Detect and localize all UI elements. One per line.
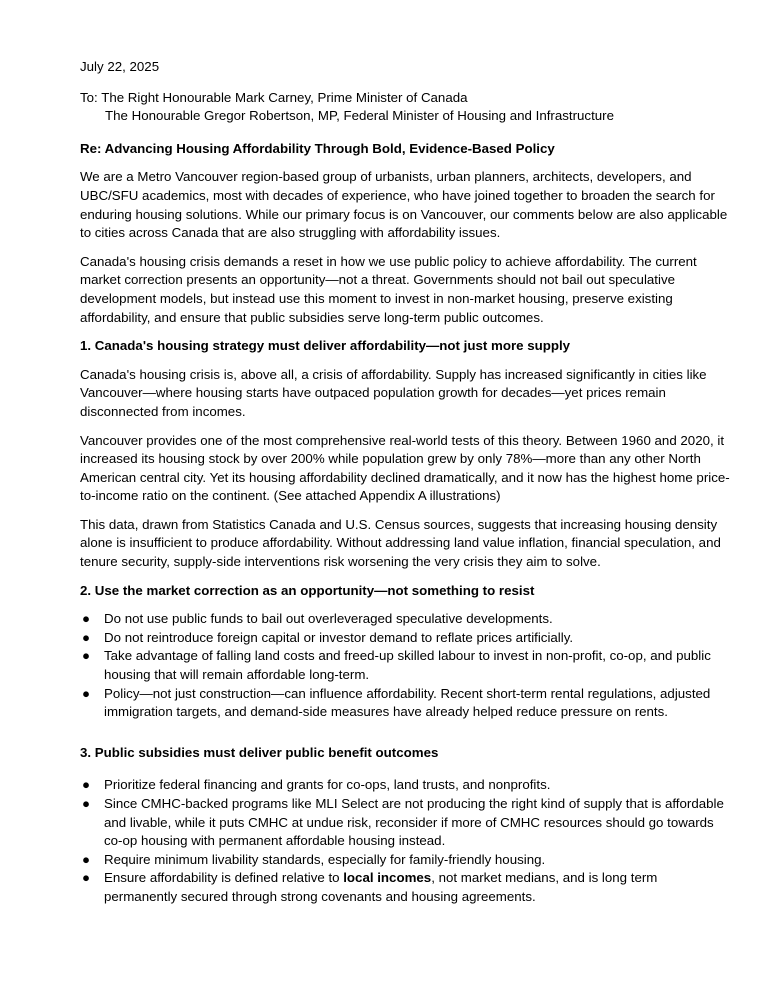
- list-item: [80, 629, 730, 648]
- letter-date: July 22, 2025: [80, 59, 160, 74]
- bullet-icon: ●: [82, 629, 91, 645]
- bullet-icon: ●: [82, 611, 91, 627]
- list-item: [80, 851, 730, 870]
- bullet-icon: ●: [82, 685, 91, 701]
- list-item-text: Since CMHC-backed programs like MLI Select are not producing the right kind of supply that is affordable and livable, while it puts CMHC at undue risk, reconsider if more of CMHC resources should go towards co-op housing with permanent affordable housing instead.: [104, 796, 724, 849]
- bullet-icon: ●: [82, 777, 91, 793]
- subject-line: Re: Advancing Housing Affordability Through Bold, Evidence-Based Policy: [80, 140, 555, 156]
- list-item-text: Do not reintroduce foreign capital or investor demand to reflate prices artificially.: [104, 629, 574, 645]
- to-prefix: To:: [80, 89, 102, 105]
- list-item-text: Prioritize federal financing and grants for co-ops, land trusts, and nonprofits.: [104, 777, 551, 793]
- list-item: [80, 685, 730, 722]
- bullet-icon: ●: [82, 851, 91, 867]
- list-item-text-after: , not market medians, and is long term permanently secured through strong covenants and housing agreements.: [104, 870, 658, 904]
- section-1-paragraph-2: Vancouver provides one of the most comprehensive real-world tests of this theory. Between 1960 and 2020, it increased its housing stock by over 200% while population grew by only 78%—more than any other North American central city. Yet its housing affordability declined dramatically, and it now has the highest home price-to-income ratio on the continent. (See attached Appendix A illustrations): [80, 432, 730, 504]
- section-3-list: [80, 776, 730, 906]
- list-item: [80, 647, 730, 684]
- section-2-list: [80, 610, 730, 722]
- list-item: [80, 795, 730, 851]
- list-item-text: [104, 870, 657, 904]
- list-item: [80, 610, 730, 629]
- section-1-heading: 1. Canada's housing strategy must deliver affordability—not just more supply: [80, 338, 571, 354]
- intro-paragraph-2: Canada's housing crisis demands a reset in how we use public policy to achieve affordability. The current market correction presents an opportunity—not a threat. Governments should not bail out speculative development models, but instead use this moment to invest in non-market housing, preserve existing affordability, and ensure that public subsidies serve long-term public outcomes.: [80, 253, 697, 325]
- bullet-icon: ●: [82, 648, 91, 664]
- recipient-1: The Right Honourable Mark Carney, Prime Minister of Canada: [101, 89, 468, 105]
- intro-paragraph-1: We are a Metro Vancouver region-based group of urbanists, urban planners, architects, developers, and UBC/SFU academics, most with decades of experience, who have joined together to broaden the search for enduring housing solutions. While our primary focus is on Vancouver, our comments below are also applicable to cities across Canada that are also struggling with affordability issues.: [80, 169, 728, 241]
- section-1-paragraph-3: This data, drawn from Statistics Canada and U.S. Census sources, suggests that increasing housing density alone is insufficient to produce affordability. Without addressing land value inflation, financial speculation, and tenure security, supply-side interventions risk worsening the very crisis they aim to solve.: [80, 516, 721, 570]
- bullet-icon: ●: [82, 796, 91, 811]
- bullet-icon: ●: [82, 870, 91, 886]
- list-item-text: Take advantage of falling land costs and freed-up skilled labour to invest in non-profit, co-op, and public housing that will remain affordable long-term.: [104, 648, 711, 683]
- recipient-line-2: [80, 107, 730, 126]
- local-incomes-emphasis: local incomes: [343, 870, 432, 886]
- recipient-line-1: [80, 89, 730, 108]
- section-2-heading: 2. Use the market correction as an opportunity—not something to resist: [80, 582, 535, 598]
- section-1-paragraph-1: Canada's housing crisis is, above all, a crisis of affordability. Supply has increased significantly in cities like Vancouver—where housing starts have outpaced population growth for decades—yet prices remain disconnected from incomes.: [80, 366, 707, 419]
- list-item-text: Require minimum livability standards, especially for family-friendly housing.: [104, 851, 546, 867]
- list-item-text: Policy—not just construction—can influence affordability. Recent short-term rental regulations, adjusted immigration targets, and demand-side measures have already helped reduce pressure on rents.: [104, 685, 711, 720]
- list-item-text: Do not use public funds to bail out overleveraged speculative developments.: [104, 611, 553, 627]
- recipient-2: The Honourable Gregor Robertson, MP, Federal Minister of Housing and Infrastructure: [105, 108, 614, 124]
- list-item-text-before: Ensure affordability is defined relative to: [104, 870, 344, 886]
- section-3-heading: 3. Public subsidies must deliver public benefit outcomes: [80, 744, 439, 760]
- letter-page: [80, 58, 730, 907]
- list-item: [80, 869, 730, 906]
- list-item: [80, 776, 730, 795]
